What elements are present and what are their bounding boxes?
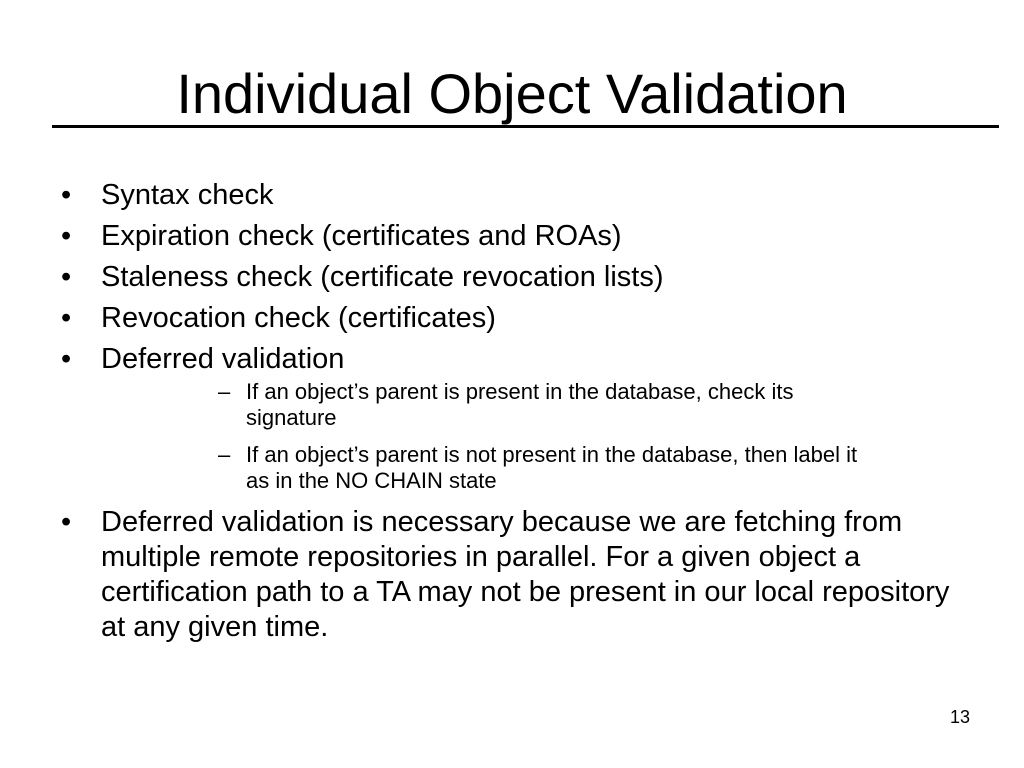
slide-title: Individual Object Validation <box>176 62 848 125</box>
bullet-item-deferred-validation <box>0 342 1024 494</box>
bullet-text: Staleness check (certificate revocation lists) <box>101 261 664 293</box>
bullet-text: Syntax check <box>101 179 274 211</box>
title-underline <box>52 125 999 128</box>
slide-number: 13 <box>949 707 970 727</box>
sub-bullet-text: If an object’s parent is present in the database, check its signature <box>246 379 794 430</box>
bullet-marker: • <box>61 220 72 252</box>
sub-bullet-item <box>101 442 964 494</box>
bullet-marker: • <box>61 506 72 538</box>
bullet-item-deferred-validation-reason <box>0 505 1024 645</box>
bullet-text: Deferred validation is necessary because we are fetching from multiple remote repositories in parallel. For a given object a certification path to a TA may not be present in our local repository at any given time. <box>101 506 950 643</box>
bullet-list <box>0 178 1024 651</box>
bullet-item-expiration-check <box>0 219 1024 254</box>
bullet-text: Revocation check (certificates) <box>101 302 496 334</box>
bullet-marker: • <box>61 179 72 211</box>
sub-bullet-marker: – <box>218 442 231 467</box>
sub-bullet-item <box>101 379 964 431</box>
bullet-text: Expiration check (certificates and ROAs) <box>101 220 622 252</box>
bullet-text: Deferred validation <box>101 343 345 375</box>
bullet-marker: • <box>61 302 72 334</box>
bullet-item-staleness-check <box>0 260 1024 295</box>
bullet-item-syntax-check <box>0 178 1024 213</box>
sub-bullet-text: If an object’s parent is not present in the database, then label it as in the NO CHAIN state <box>246 442 858 493</box>
bullet-marker: • <box>61 261 72 293</box>
sub-bullet-marker: – <box>218 379 231 404</box>
bullet-marker: • <box>61 343 72 375</box>
bullet-item-revocation-check <box>0 301 1024 336</box>
sub-bullet-list <box>101 379 964 494</box>
